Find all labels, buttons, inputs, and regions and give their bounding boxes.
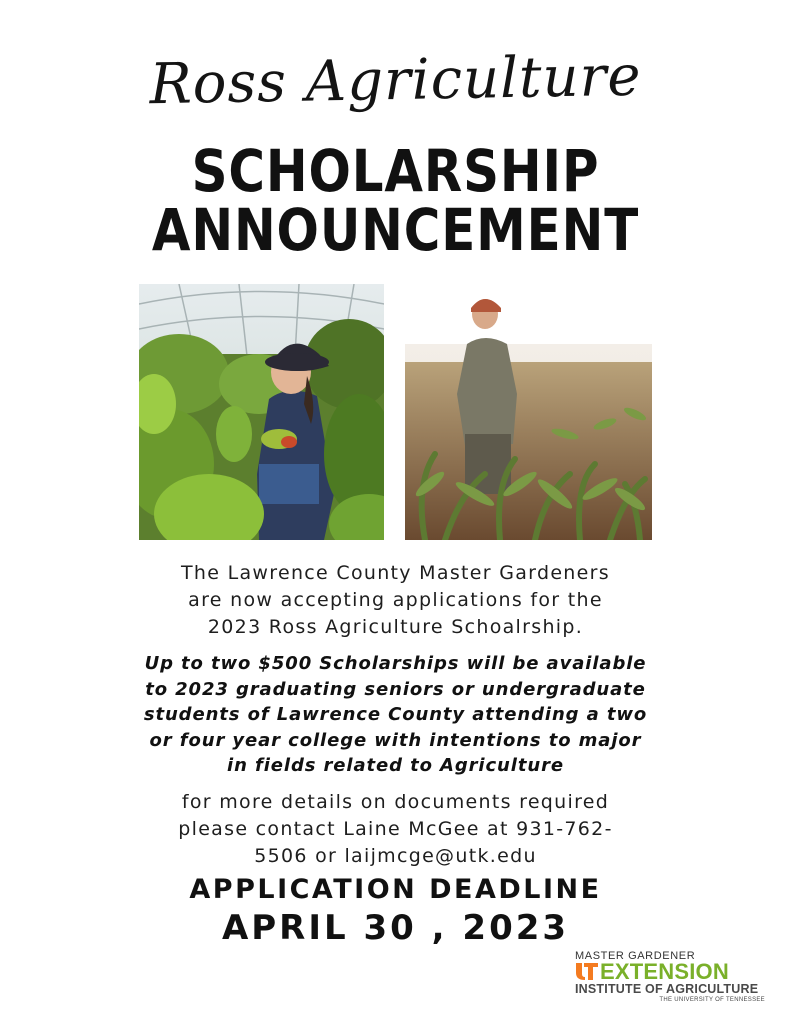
intro-line: The Lawrence County Master Gardeners <box>181 562 610 584</box>
contact-line: for more details on documents required <box>181 791 610 813</box>
logo-university: THE UNIVERSITY OF TENNESSEE <box>659 997 765 1003</box>
headline-announcement: ANNOUNCEMENT <box>151 196 640 264</box>
contact-line: please contact Laine McGee at 931-762- <box>178 818 613 840</box>
contact-line: 5506 or laijmcge@utk.edu <box>254 845 537 867</box>
deadline-date: APRIL 30 , 2023 <box>221 908 570 948</box>
logo-extension: EXTENSION <box>600 959 729 984</box>
logo-master-gardener: MASTER GARDENER <box>575 950 696 962</box>
details-line: or four year college with intentions to major <box>149 729 642 751</box>
details-line: in fields related to Agriculture <box>227 755 564 776</box>
contact-info <box>100 789 691 870</box>
greenhouse-photo <box>139 284 384 540</box>
script-title: Ross Agriculture <box>148 43 642 118</box>
ut-extension-logo <box>575 950 771 1010</box>
intro-text <box>100 560 691 641</box>
details-line: students of Lawrence County attending a two <box>143 704 648 725</box>
details-line: Up to two $500 Scholarships will be available <box>144 653 647 674</box>
scholarship-details <box>80 651 711 779</box>
deadline-label: APPLICATION DEADLINE <box>189 874 602 905</box>
details-line: to 2023 graduating seniors or undergraduate <box>145 678 646 700</box>
logo-institute: INSTITUTE OF AGRICULTURE <box>575 982 759 996</box>
cornfield-photo <box>405 284 652 540</box>
ut-mark-icon <box>575 961 599 981</box>
intro-line: 2023 Ross Agriculture Schoalrship. <box>207 616 584 638</box>
headline-scholarship: SCHOLARSHIP <box>191 137 600 205</box>
intro-line: are now accepting applications for the <box>188 589 603 611</box>
